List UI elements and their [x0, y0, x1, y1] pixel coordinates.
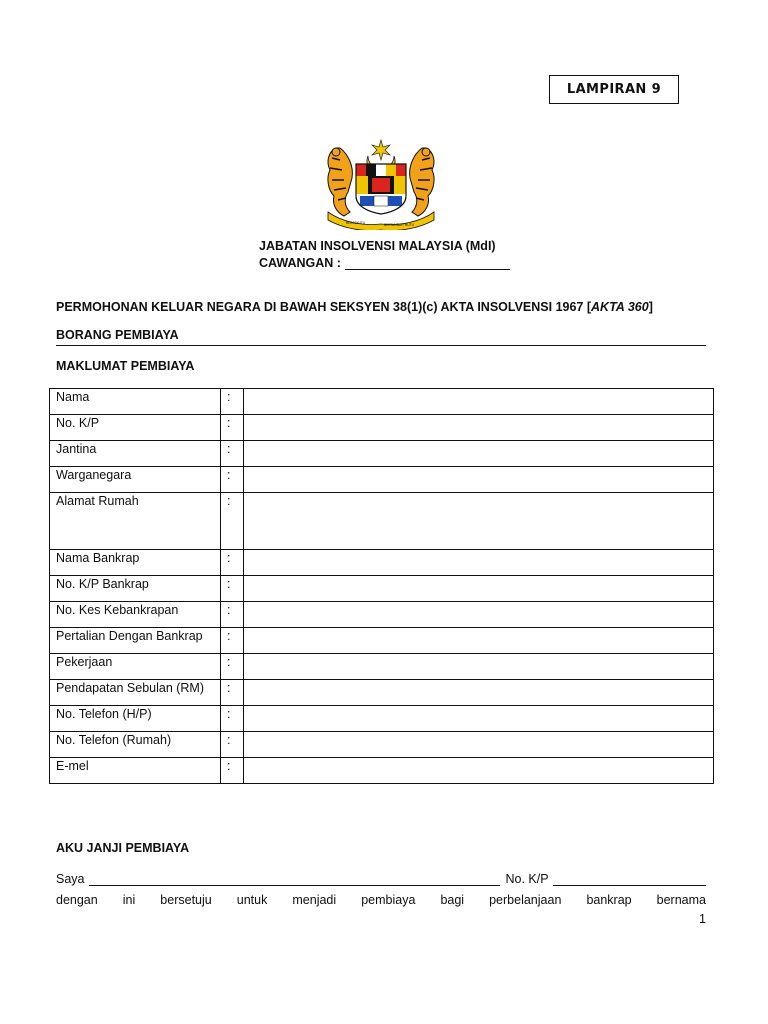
form-title-close: ] — [648, 300, 653, 314]
undertaking-word: untuk — [236, 893, 268, 907]
undertaking-word: bersetuju — [160, 893, 212, 907]
lampiran-label: LAMPIRAN 9 — [549, 75, 679, 104]
table-row — [50, 732, 714, 758]
field-value[interactable] — [244, 758, 714, 784]
scroll-left-text: BERSEKUTU — [346, 221, 366, 225]
field-colon: : — [221, 415, 244, 441]
undertaking-text-line — [56, 893, 706, 907]
field-colon: : — [221, 441, 244, 467]
field-colon: : — [221, 758, 244, 784]
field-label: Pendapatan Sebulan (RM) — [50, 680, 221, 706]
undertaking-word: bagi — [440, 893, 465, 907]
table-row — [50, 758, 714, 784]
field-colon: : — [221, 602, 244, 628]
section-heading-aku-janji: AKU JANJI PEMBIAYA — [56, 841, 190, 855]
field-label: Nama Bankrap — [50, 550, 221, 576]
undertaking-word: dengan — [56, 893, 98, 907]
table-row — [50, 654, 714, 680]
field-value[interactable] — [244, 467, 714, 493]
table-row — [50, 576, 714, 602]
table-row — [50, 467, 714, 493]
section-heading-maklumat: MAKLUMAT PEMBIAYA — [56, 359, 195, 373]
kp-label: No. K/P — [505, 872, 549, 886]
field-colon: : — [221, 467, 244, 493]
field-label: Pekerjaan — [50, 654, 221, 680]
page-number: 1 — [699, 912, 706, 926]
field-label: E-mel — [50, 758, 221, 784]
field-label: No. K/P — [50, 415, 221, 441]
field-colon: : — [221, 576, 244, 602]
undertaking-word: perbelanjaan — [489, 893, 562, 907]
table-row — [50, 441, 714, 467]
field-value[interactable] — [244, 441, 714, 467]
table-row — [50, 680, 714, 706]
field-value[interactable] — [244, 680, 714, 706]
saya-name-blank[interactable] — [89, 872, 500, 886]
scroll-right-text: BERTAMBAH MUTU — [384, 223, 414, 227]
undertaking-word: bankrap — [586, 893, 632, 907]
undertaking-word: ini — [122, 893, 136, 907]
cawangan-blank-field[interactable] — [345, 257, 510, 270]
shield-icon — [356, 164, 406, 214]
undertaking-word: menjadi — [292, 893, 337, 907]
table-row — [50, 389, 714, 415]
undertaking-word: pembiaya — [361, 893, 416, 907]
field-colon: : — [221, 680, 244, 706]
field-label: Warganegara — [50, 467, 221, 493]
field-value[interactable] — [244, 654, 714, 680]
field-label: No. Kes Kebankrapan — [50, 602, 221, 628]
form-title — [56, 300, 653, 314]
field-label: No. K/P Bankrap — [50, 576, 221, 602]
table-row — [50, 493, 714, 550]
field-value[interactable] — [244, 415, 714, 441]
table-row — [50, 415, 714, 441]
table-row — [50, 550, 714, 576]
field-label: No. Telefon (Rumah) — [50, 732, 221, 758]
field-label: No. Telefon (H/P) — [50, 706, 221, 732]
field-label: Alamat Rumah — [50, 493, 221, 550]
field-colon: : — [221, 389, 244, 415]
right-tiger-icon — [410, 148, 434, 216]
field-value[interactable] — [244, 576, 714, 602]
form-title-text: PERMOHONAN KELUAR NEGARA DI BAWAH SEKSYEN 38(1)(c) AKTA INSOLVENSI 1967 [ — [56, 300, 592, 314]
field-value[interactable] — [244, 706, 714, 732]
left-tiger-icon — [328, 148, 352, 216]
kp-blank[interactable] — [553, 872, 706, 886]
field-colon: : — [221, 706, 244, 732]
field-colon: : — [221, 493, 244, 550]
table-row — [50, 628, 714, 654]
saya-line — [56, 872, 706, 886]
saya-label: Saya — [56, 872, 85, 886]
field-colon: : — [221, 628, 244, 654]
field-colon: : — [221, 654, 244, 680]
field-label: Nama — [50, 389, 221, 415]
cawangan-row — [259, 256, 510, 270]
field-value[interactable] — [244, 628, 714, 654]
undertaking-word: bernama — [656, 893, 706, 907]
table-row — [50, 706, 714, 732]
field-value[interactable] — [244, 493, 714, 550]
field-label: Pertalian Dengan Bankrap — [50, 628, 221, 654]
field-value[interactable] — [244, 550, 714, 576]
field-value[interactable] — [244, 602, 714, 628]
cawangan-label: CAWANGAN : — [259, 256, 341, 270]
field-colon: : — [221, 732, 244, 758]
field-label: Jantina — [50, 441, 221, 467]
pembiaya-info-table — [49, 388, 714, 784]
field-value[interactable] — [244, 732, 714, 758]
form-title-act: AKTA 360 — [591, 300, 649, 314]
field-value[interactable] — [244, 389, 714, 415]
field-colon: : — [221, 550, 244, 576]
agency-name: JABATAN INSOLVENSI MALAYSIA (MdI) — [259, 239, 496, 253]
section-heading-borang: BORANG PEMBIAYA — [56, 328, 706, 346]
malaysia-coat-of-arms-icon — [322, 138, 440, 230]
table-row — [50, 602, 714, 628]
